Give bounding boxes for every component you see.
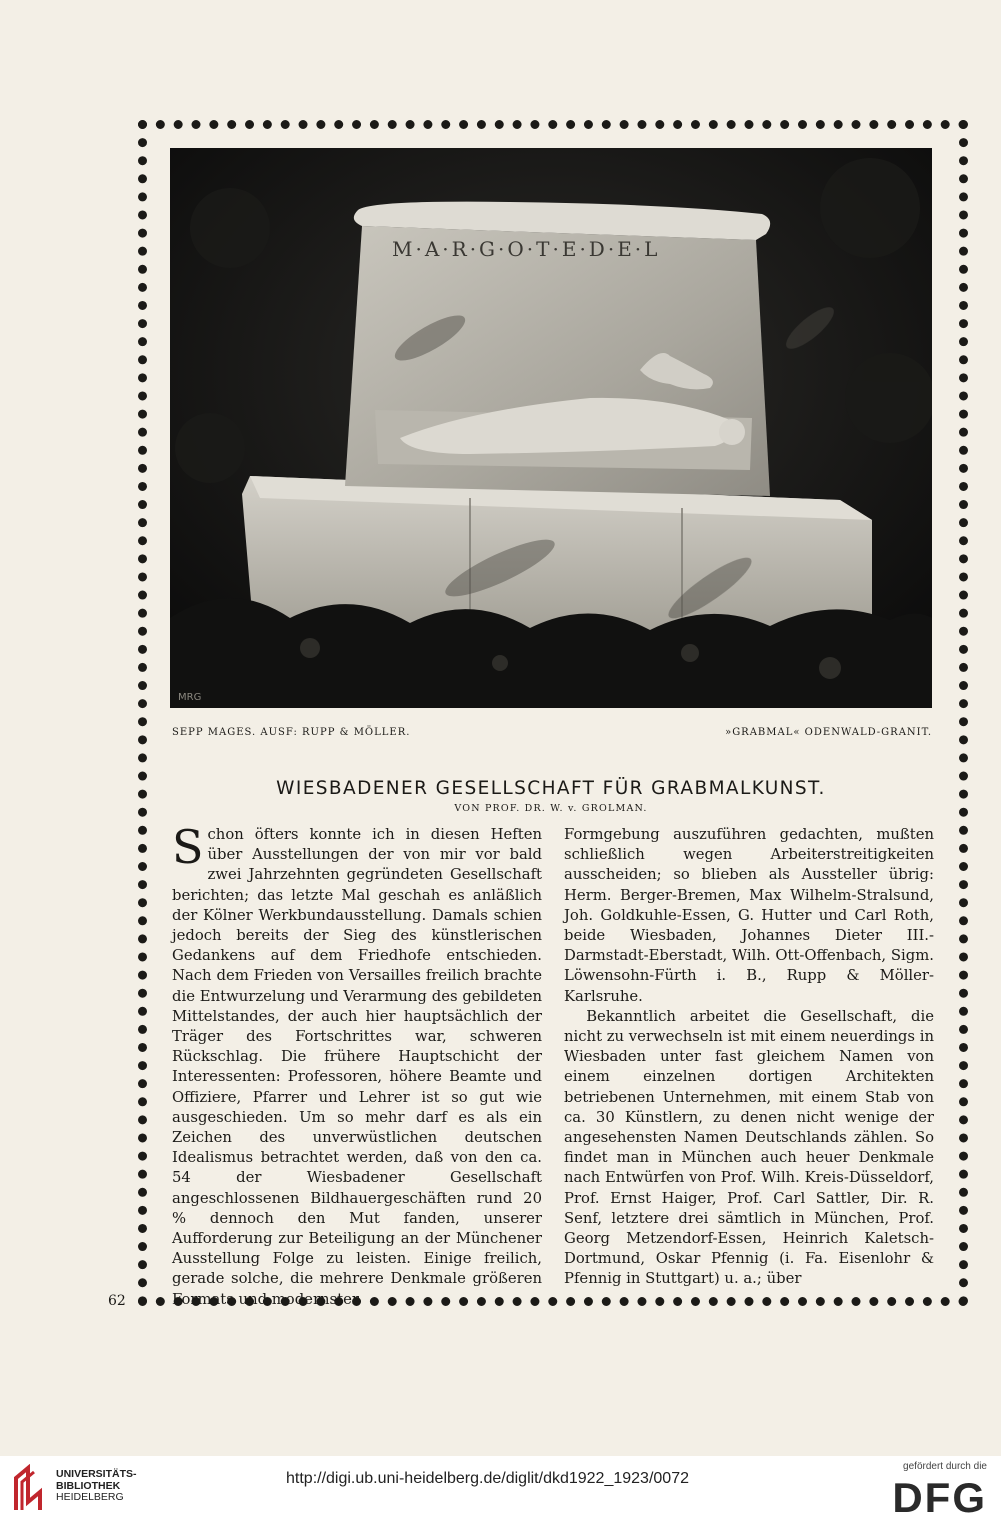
source-url[interactable]: http://digi.ub.uni-heidelberg.de/diglit/dkd1922_1923/0072 — [286, 1470, 689, 1487]
digitization-footer — [0, 1456, 1001, 1526]
paragraph: Bekanntlich arbeitet die Gesellschaft, die nicht zu verwechseln ist mit einem neuerdings in Wiesbaden unter fast gleichem Namen von einem einzelnen dortigen Architekten betriebenen Unternehmen, mit einem Stab von ca. 30 Künstlern, zu denen nicht wenige der angesehensten Namen Deutschlands zählen. So findet man in München auch heuer Denkmale nach Entwürfen von Prof. Wilh. Kreis-Düsseldorf, Prof. Ernst Haiger, Prof. Carl Sattler, Dir. R. Senf, letztere drei sämtlich in München, Prof. Georg Metzendorf-Essen, Heinrich Kaletsch-Dortmund, Oskar Pfennig (i. Fa. Eisenlohr & Pfennig in Stuttgart) u. a.; über — [564, 1007, 934, 1288]
photographer-monogram: MRG — [178, 692, 202, 703]
page-number: 62 — [108, 1293, 126, 1309]
paragraph: Formgebung auszuführen gedachten, mußten schließlich wegen Arbeiterstreitigkeiten ausscheiden; so blieben als Aussteller übrig: Herm. Berger-Bremen, Max Wilhelm-Stralsund, Joh. Goldkuhle-Essen, G. Hutter und Carl Roth, beide Wiesbaden, Johannes Dieter III.-Darmstadt-Eberstadt, Wilh. Ott-Offenbach, Sigm. Löwensohn-Fürth i. B., Rupp & Möller-Karlsruhe. — [564, 826, 934, 1005]
text-column-left — [172, 820, 542, 1310]
paragraph-text: chon öfters konnte ich in diesen Heften über Ausstellungen der von mir vor bald zwei Jahrzehnten gegründeten Gesellschaft berichten; das letzte Mal geschah es anläßlich der Kölner Werkbundausstellung. Damals schien jedoch bereits der Sieg des künstlerischen Gedankens auf dem Friedhofe entschieden. Nach dem Frieden von Versailles freilich brachte die Entwurzelung und Verarmung des gebildeten Mittelstandes, der auch hier hauptsächlich der Träger des Fortschrittes war, schweren Rückschlag. Die frühere Hauptschicht der Interessenten: Professoren, höhere Beamte und Offiziere, Pfarrer und Lehrer ist so gut wie ausgeschieden. Um so mehr darf es als ein Zeichen des unverwüstlichen deutschen Idealismus betrachtet werden, daß von den ca. 54 der Wiesbadener Gesellschaft angeschlossenen Bildhauergeschäften rund 20 % dennoch den Mut fanden, unserer Aufforderung zur Beteiligung an der Münchener Ausstellung Folge zu leisten. Einige freilich, gerade solche, die mehrere Denkmale größeren Formats und modernster — [172, 826, 542, 1308]
paragraph — [172, 820, 542, 1310]
library-name: UNIVERSITÄTS- BIBLIOTHEK HEIDELBERG — [56, 1468, 137, 1503]
library-logo-icon — [12, 1464, 48, 1514]
drop-cap: S — [172, 820, 204, 874]
gravestone-illustration — [170, 148, 932, 708]
caption-title: »GRABMAL« ODENWALD-GRANIT. — [725, 727, 932, 738]
funded-by-label: gefördert durch die — [903, 1461, 987, 1472]
caption-artist: SEPP MAGES. AUSF: RUPP & MÖLLER. — [172, 727, 411, 738]
inscription: M·A·R·G·O·T·E·D·E·L — [392, 237, 661, 261]
dfg-logo: DFG — [892, 1474, 987, 1521]
gravestone-photo — [170, 148, 932, 708]
article-byline: VON PROF. DR. W. v. GROLMAN. — [454, 803, 648, 814]
text-column-right — [564, 825, 934, 1290]
article-title: WIESBADENER GESELLSCHAFT FÜR GRABMALKUNST. — [276, 778, 826, 799]
